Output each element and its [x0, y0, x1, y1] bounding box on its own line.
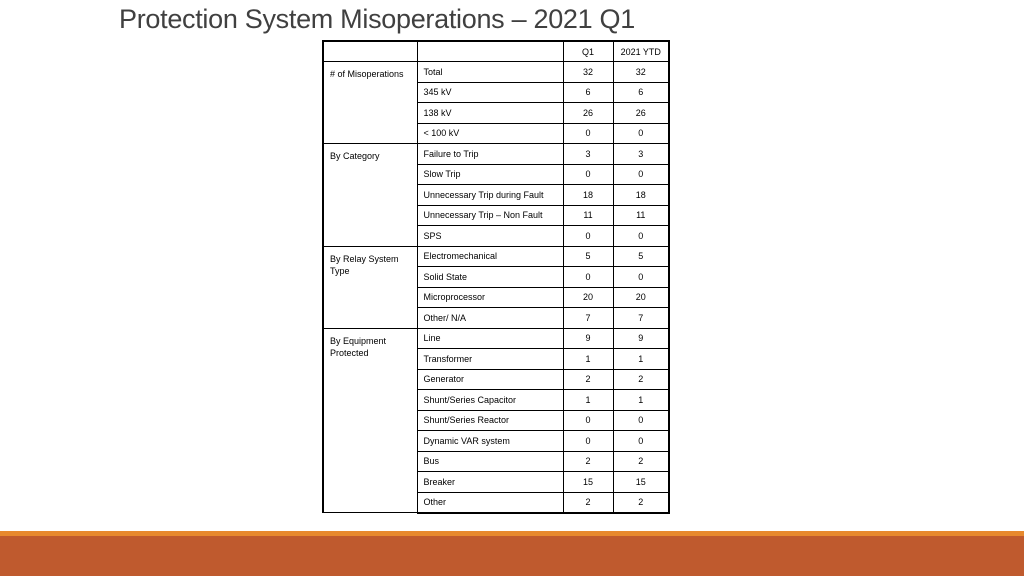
ytd-value: 2: [613, 369, 669, 390]
row-label: 138 kV: [417, 103, 563, 124]
ytd-value: 0: [613, 123, 669, 144]
ytd-value: 2: [613, 451, 669, 472]
header-cell-group: [323, 41, 417, 62]
ytd-value: 1: [613, 349, 669, 370]
row-label: Failure to Trip: [417, 144, 563, 165]
ytd-value: 1: [613, 390, 669, 411]
row-label: Microprocessor: [417, 287, 563, 308]
row-label: Breaker: [417, 472, 563, 493]
row-label: < 100 kV: [417, 123, 563, 144]
q1-value: 26: [563, 103, 613, 124]
table-row: [323, 328, 669, 349]
footer-band-stripe: [0, 531, 1024, 536]
group-label: By Category: [323, 144, 417, 247]
row-label: SPS: [417, 226, 563, 247]
ytd-value: 5: [613, 246, 669, 267]
q1-value: 6: [563, 82, 613, 103]
ytd-value: 3: [613, 144, 669, 165]
row-label: Unnecessary Trip – Non Fault: [417, 205, 563, 226]
ytd-value: 9: [613, 328, 669, 349]
q1-value: 0: [563, 123, 613, 144]
ytd-value: 2: [613, 492, 669, 513]
row-label: 345 kV: [417, 82, 563, 103]
group-label: # of Misoperations: [323, 62, 417, 144]
q1-value: 2: [563, 369, 613, 390]
ytd-value: 0: [613, 164, 669, 185]
q1-value: 7: [563, 308, 613, 329]
table-row: [323, 62, 669, 83]
footer-band: [0, 531, 1024, 576]
page-title: Protection System Misoperations – 2021 Q1: [119, 4, 635, 34]
ytd-value: 7: [613, 308, 669, 329]
row-label: Generator: [417, 369, 563, 390]
q1-value: 5: [563, 246, 613, 267]
q1-value: 0: [563, 267, 613, 288]
q1-value: 20: [563, 287, 613, 308]
q1-value: 1: [563, 349, 613, 370]
ytd-value: 0: [613, 226, 669, 247]
q1-value: 2: [563, 492, 613, 513]
row-label: Dynamic VAR system: [417, 431, 563, 452]
row-label: Shunt/Series Capacitor: [417, 390, 563, 411]
row-label: Transformer: [417, 349, 563, 370]
q1-value: 0: [563, 431, 613, 452]
ytd-value: 15: [613, 472, 669, 493]
group-label: By Equipment Protected: [323, 328, 417, 513]
q1-value: 18: [563, 185, 613, 206]
ytd-value: 32: [613, 62, 669, 83]
row-label: Solid State: [417, 267, 563, 288]
table-row: [323, 246, 669, 267]
row-label: Total: [417, 62, 563, 83]
table-body: [323, 41, 669, 513]
row-label: Bus: [417, 451, 563, 472]
q1-value: 0: [563, 226, 613, 247]
ytd-value: 6: [613, 82, 669, 103]
q1-value: 3: [563, 144, 613, 165]
header-cell-ytd: 2021 YTD: [613, 41, 669, 62]
ytd-value: 11: [613, 205, 669, 226]
row-label: Other: [417, 492, 563, 513]
header-cell-q1: Q1: [563, 41, 613, 62]
q1-value: 32: [563, 62, 613, 83]
header-cell-item: [417, 41, 563, 62]
ytd-value: 26: [613, 103, 669, 124]
q1-value: 0: [563, 164, 613, 185]
q1-value: 9: [563, 328, 613, 349]
q1-value: 2: [563, 451, 613, 472]
row-label: Other/ N/A: [417, 308, 563, 329]
row-label: Slow Trip: [417, 164, 563, 185]
ytd-value: 18: [613, 185, 669, 206]
ytd-value: 20: [613, 287, 669, 308]
row-label: Shunt/Series Reactor: [417, 410, 563, 431]
q1-value: 1: [563, 390, 613, 411]
q1-value: 0: [563, 410, 613, 431]
group-label: By Relay System Type: [323, 246, 417, 328]
ytd-value: 0: [613, 267, 669, 288]
row-label: Electromechanical: [417, 246, 563, 267]
row-label: Unnecessary Trip during Fault: [417, 185, 563, 206]
ytd-value: 0: [613, 431, 669, 452]
ytd-value: 0: [613, 410, 669, 431]
header-row: [323, 41, 669, 62]
misoperations-table: [322, 40, 670, 514]
q1-value: 15: [563, 472, 613, 493]
q1-value: 11: [563, 205, 613, 226]
table-row: [323, 144, 669, 165]
row-label: Line: [417, 328, 563, 349]
